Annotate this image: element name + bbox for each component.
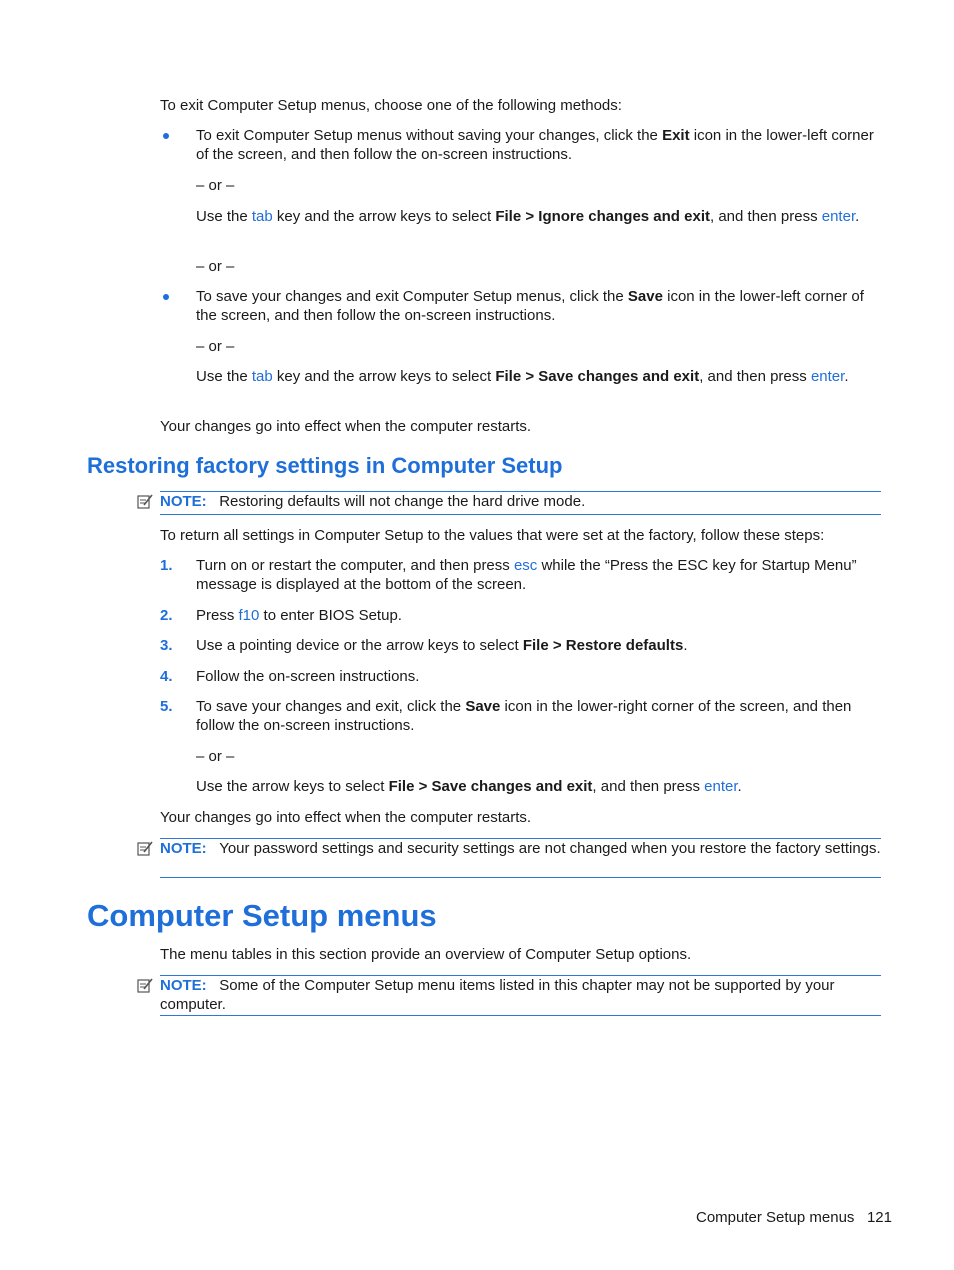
- key-enter: enter: [810, 368, 845, 385]
- note-bottom-rule: [160, 1015, 881, 1016]
- note-bottom-rule: [160, 877, 881, 878]
- text: , and then press: [710, 208, 822, 225]
- note-label: NOTE:: [160, 493, 207, 510]
- note-restoring-defaults: [160, 492, 882, 511]
- bullet-icon: [163, 294, 169, 300]
- note-icon: [137, 840, 154, 857]
- menu-path: File > Save changes and exit: [495, 368, 700, 385]
- text: , and then press: [699, 368, 811, 385]
- footer-title: Computer Setup menus: [696, 1209, 855, 1226]
- key-esc: esc: [513, 557, 538, 574]
- menu-path: File > Ignore changes and exit: [495, 208, 710, 225]
- key-enter: enter: [821, 208, 856, 225]
- restart-note: Your changes go into effect when the computer restarts.: [160, 809, 532, 826]
- menu-path: File > Restore defaults: [522, 637, 684, 654]
- text: Use the arrow keys to select: [196, 778, 389, 795]
- intro-text: To exit Computer Setup menus, choose one of the following methods:: [160, 97, 622, 114]
- step-number: 2.: [160, 607, 173, 624]
- step-1: [196, 556, 886, 594]
- text: To save your changes and exit Computer Setup menus, click the: [196, 288, 628, 305]
- note-menu-items: [160, 976, 882, 1014]
- key-f10: f10: [238, 607, 260, 624]
- key-tab: tab: [251, 208, 273, 225]
- step-number: 5.: [160, 698, 173, 715]
- save-label: Save: [627, 288, 663, 305]
- text: icon in the lower-right corner of the screen, and then follow the on-screen instructions.: [196, 698, 852, 734]
- or-separator: – or –: [196, 748, 235, 765]
- page-title: Computer Setup menus: [87, 898, 437, 933]
- text: To save your changes and exit, click the: [196, 698, 466, 715]
- text: , and then press: [592, 778, 705, 795]
- note-text: Some of the Computer Setup menu items listed in this chapter may not be supported by your computer.: [160, 977, 835, 1013]
- text: icon in the lower-left corner of the screen, and then follow the on-screen instructions.: [196, 127, 874, 163]
- restart-note: Your changes go into effect when the computer restarts.: [160, 418, 532, 435]
- text: Use a pointing device or the arrow keys to select: [196, 637, 523, 654]
- text: To exit Computer Setup menus without saving your changes, click the: [196, 127, 663, 144]
- page-footer: [696, 1208, 892, 1227]
- note-label: NOTE:: [160, 840, 207, 857]
- text: .: [844, 368, 849, 385]
- step-number: 4.: [160, 668, 173, 685]
- or-separator: – or –: [196, 338, 235, 355]
- exit-method-2: [196, 287, 886, 325]
- text: to enter BIOS Setup.: [259, 607, 402, 624]
- or-separator: – or –: [196, 258, 235, 275]
- step-2: [196, 606, 886, 625]
- section-lead: The menu tables in this section provide an overview of Computer Setup options.: [160, 946, 692, 963]
- step-4: [196, 667, 886, 686]
- note-password-settings: [160, 839, 882, 858]
- text: .: [683, 637, 688, 654]
- page-number: 121: [866, 1209, 892, 1226]
- text: key and the arrow keys to select: [272, 368, 496, 385]
- step-5: [196, 697, 886, 735]
- exit-method-1-alt: [196, 207, 886, 226]
- note-bottom-rule: [160, 514, 881, 515]
- key-enter: enter: [704, 778, 738, 795]
- exit-label: Exit: [662, 127, 690, 144]
- note-text: Restoring defaults will not change the hard drive mode.: [219, 493, 586, 510]
- text: Use the: [196, 208, 252, 225]
- note-icon: [137, 977, 154, 994]
- step-number: 3.: [160, 637, 173, 654]
- exit-method-1: [196, 126, 886, 164]
- or-separator: – or –: [196, 177, 235, 194]
- text: Use the: [196, 368, 252, 385]
- step-number: 1.: [160, 557, 173, 574]
- text: Follow the on-screen instructions.: [196, 668, 420, 685]
- note-label: NOTE:: [160, 977, 207, 994]
- text: .: [855, 208, 860, 225]
- step-3: [196, 636, 886, 655]
- text: key and the arrow keys to select: [272, 208, 496, 225]
- step-5-alt: [196, 777, 886, 796]
- exit-method-2-alt: [196, 367, 886, 386]
- key-tab: tab: [251, 368, 273, 385]
- note-icon: [137, 493, 154, 510]
- text: Turn on or restart the computer, and then press: [196, 557, 514, 574]
- text: icon in the lower-left corner of the screen, and then follow the on-screen instructions.: [196, 288, 864, 324]
- note-text: Your password settings and security settings are not changed when you restore the factory settings.: [219, 840, 881, 857]
- text: while the “Press the ESC key for Startup Menu” message is displayed at the bottom of the screen.: [196, 557, 857, 593]
- steps-lead: To return all settings in Computer Setup to the values that were set at the factory, follow these steps:: [160, 527, 825, 544]
- text: Press: [196, 607, 239, 624]
- section-heading: Restoring factory settings in Computer Setup: [87, 453, 563, 478]
- menu-path: File > Save changes and exit: [388, 778, 593, 795]
- text: .: [737, 778, 742, 795]
- save-label: Save: [465, 698, 501, 715]
- bullet-icon: [163, 133, 169, 139]
